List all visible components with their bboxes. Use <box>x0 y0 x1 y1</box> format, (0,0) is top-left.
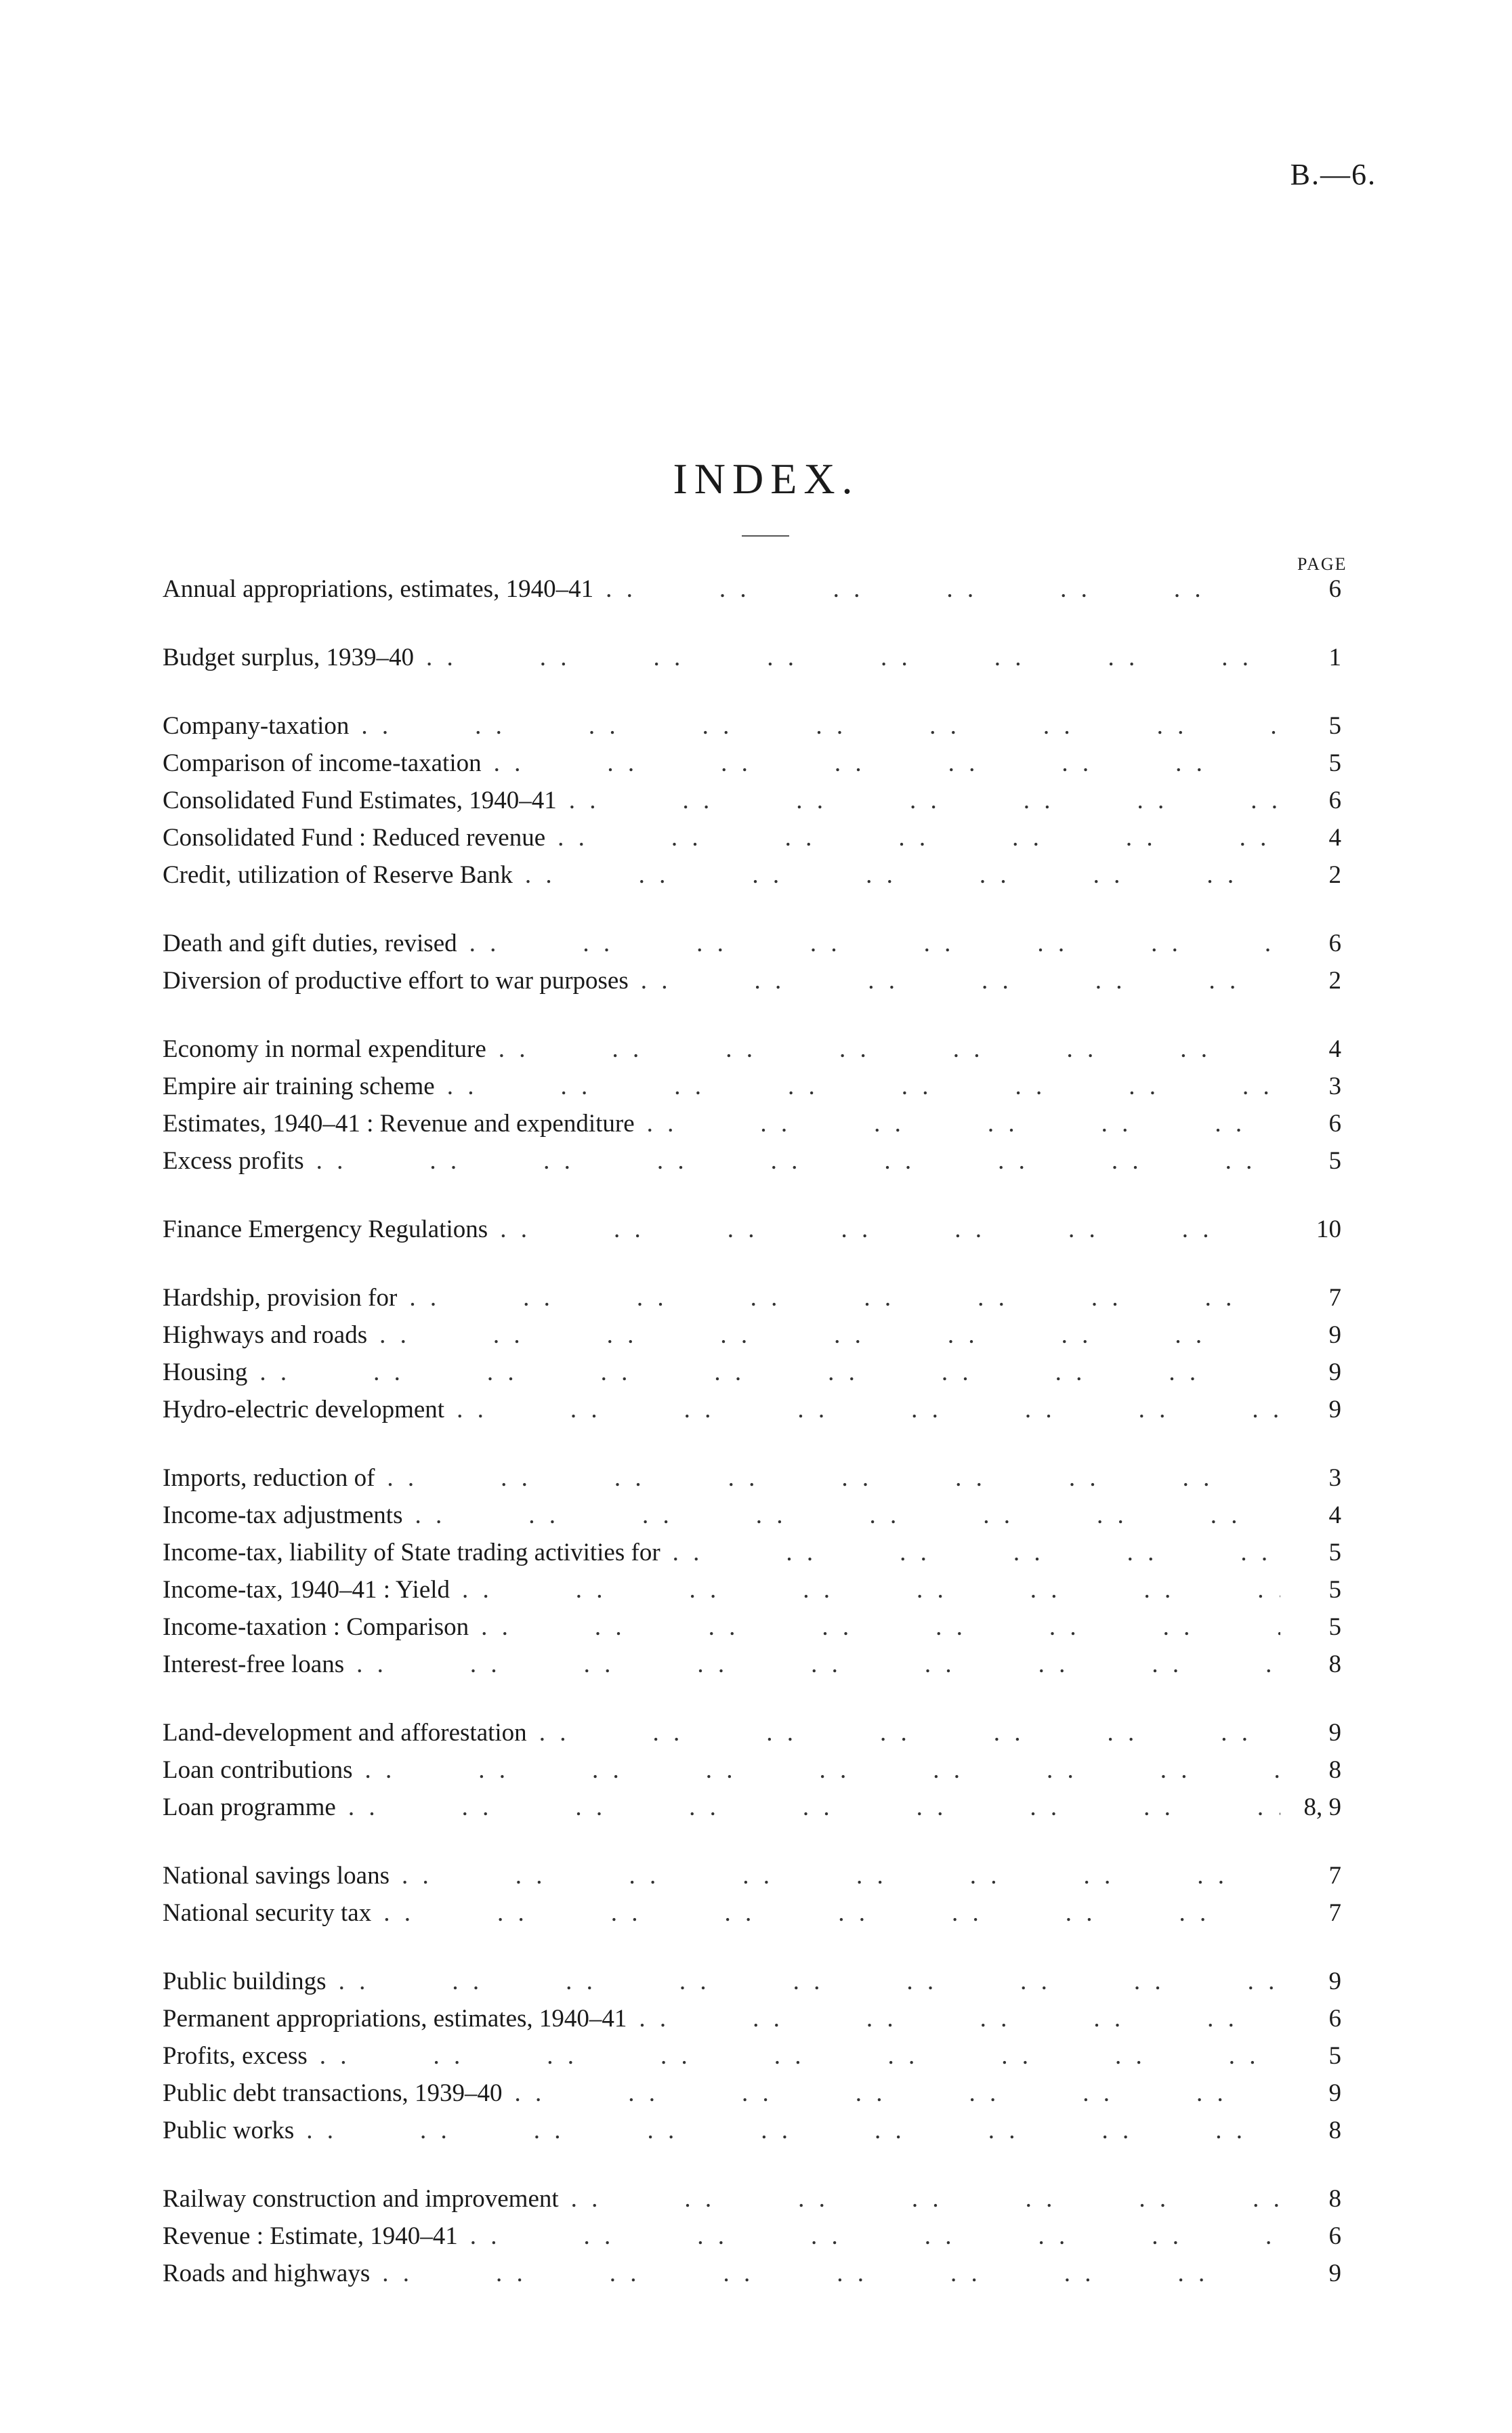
index-group <box>163 2184 1341 2296</box>
index-group <box>163 1035 1341 1184</box>
dot-leader <box>462 1575 1280 1604</box>
entry-page-number: 4 <box>1328 1035 1341 1063</box>
dot-leader <box>348 1793 1280 1822</box>
entry-label: Credit, utilization of Reserve Bank <box>163 861 513 889</box>
entry-page-number: 5 <box>1328 712 1341 740</box>
entry-page-number: 5 <box>1328 1147 1341 1175</box>
dot-leader <box>365 1755 1280 1785</box>
entry-page-number: 8 <box>1328 2185 1341 2213</box>
dot-leader <box>339 1967 1280 1996</box>
entry-label: Interest-free loans <box>163 1650 345 1678</box>
index-group <box>163 1283 1341 1432</box>
index-group <box>163 1215 1341 1252</box>
dot-leader <box>494 749 1280 778</box>
entry-page-number: 4 <box>1328 824 1341 852</box>
index-entry <box>163 786 1341 823</box>
dot-leader <box>500 1215 1280 1244</box>
entry-label: Loan contributions <box>163 1756 353 1784</box>
dot-leader <box>571 2184 1280 2213</box>
entry-label: Public debt transactions, 1939–40 <box>163 2079 503 2107</box>
dot-leader <box>356 1650 1280 1679</box>
entry-page-number: 8 <box>1328 1650 1341 1678</box>
document-reference: B.—6. <box>1290 158 1377 191</box>
index-group <box>163 1463 1341 1687</box>
entry-label: Income-tax, liability of State trading activities for <box>163 1539 660 1566</box>
dot-leader <box>469 929 1280 958</box>
entry-page-number: 8 <box>1328 1756 1341 1784</box>
page-column-label: PAGE <box>1297 554 1347 574</box>
entry-label: Estimates, 1940–41 : Revenue and expenditure <box>163 1110 635 1138</box>
entry-label: Consolidated Fund Estimates, 1940–41 <box>163 787 557 814</box>
index-entry <box>163 1215 1341 1252</box>
entry-page-number: 6 <box>1328 2005 1341 2033</box>
entry-label: Permanent appropriations, estimates, 1940–41 <box>163 2005 627 2033</box>
entry-label: Death and gift duties, revised <box>163 930 457 957</box>
dot-leader <box>415 1501 1280 1530</box>
dot-leader <box>402 1861 1280 1890</box>
entry-page-number: 9 <box>1328 1321 1341 1349</box>
index-entry <box>163 2116 1341 2153</box>
index-entry <box>163 749 1341 786</box>
entry-label: Hydro-electric development <box>163 1396 445 1423</box>
entry-page-number: 7 <box>1328 1862 1341 1890</box>
index-group <box>163 575 1341 612</box>
index-entry <box>163 1793 1341 1830</box>
entry-label: Diversion of productive effort to war purposes <box>163 967 629 995</box>
entry-page-number: 9 <box>1328 1358 1341 1386</box>
entry-page-number: 7 <box>1328 1284 1341 1312</box>
index-entry <box>163 1283 1341 1321</box>
dot-leader <box>383 1898 1280 1928</box>
index-entry <box>163 2079 1341 2116</box>
index-list <box>163 575 1341 2327</box>
dot-leader <box>470 2222 1280 2251</box>
dot-leader <box>387 1463 1280 1493</box>
index-entry <box>163 929 1341 966</box>
entry-label: Revenue : Estimate, 1940–41 <box>163 2222 458 2250</box>
index-entry <box>163 643 1341 680</box>
dot-leader <box>379 1321 1280 1350</box>
index-entry <box>163 966 1341 1003</box>
entry-page-number: 5 <box>1328 1539 1341 1566</box>
index-entry <box>163 1650 1341 1687</box>
entry-label: Housing <box>163 1358 248 1386</box>
dot-leader <box>316 1146 1280 1176</box>
dot-leader <box>426 643 1280 672</box>
index-entry <box>163 1718 1341 1755</box>
dot-leader <box>641 966 1280 995</box>
entry-label: Land-development and afforestation <box>163 1719 527 1747</box>
entry-page-number: 6 <box>1328 787 1341 814</box>
entry-label: Income-taxation : Comparison <box>163 1613 469 1641</box>
dot-leader <box>457 1395 1280 1424</box>
entry-label: Company-taxation <box>163 712 350 740</box>
dot-leader <box>673 1538 1280 1567</box>
entry-page-number: 7 <box>1328 1899 1341 1927</box>
entry-page-number: 9 <box>1328 2079 1341 2107</box>
entry-label: Loan programme <box>163 1793 336 1821</box>
index-entry <box>163 1575 1341 1613</box>
title-rule <box>742 535 789 537</box>
entry-page-number: 6 <box>1328 1110 1341 1138</box>
entry-label: National security tax <box>163 1899 372 1927</box>
index-entry <box>163 1146 1341 1184</box>
entry-label: Public works <box>163 2117 295 2144</box>
index-entry <box>163 1967 1341 2004</box>
index-entry <box>163 2004 1341 2041</box>
index-entry <box>163 2041 1341 2079</box>
index-entry <box>163 1538 1341 1575</box>
entry-label: Budget surplus, 1939–40 <box>163 644 415 671</box>
entry-page-number: 6 <box>1328 2222 1341 2250</box>
index-group <box>163 711 1341 898</box>
entry-page-number: 5 <box>1328 1576 1341 1604</box>
dot-leader <box>525 860 1280 890</box>
entry-page-number: 1 <box>1328 644 1341 671</box>
entry-label: Economy in normal expenditure <box>163 1035 486 1063</box>
page-title: INDEX. <box>673 455 860 503</box>
entry-label: National savings loans <box>163 1862 390 1890</box>
index-entry <box>163 1035 1341 1072</box>
index-entry <box>163 823 1341 860</box>
index-entry <box>163 2259 1341 2296</box>
entry-page-number: 8, 9 <box>1303 1793 1341 1821</box>
dot-leader <box>361 711 1280 741</box>
dot-leader <box>647 1109 1280 1138</box>
entry-label: Comparison of income-taxation <box>163 749 482 777</box>
index-entry <box>163 1613 1341 1650</box>
entry-page-number: 5 <box>1328 1613 1341 1641</box>
dot-leader <box>515 2079 1281 2108</box>
index-entry <box>163 1861 1341 1898</box>
entry-label: Empire air training scheme <box>163 1073 435 1100</box>
index-entry <box>163 1898 1341 1936</box>
index-entry <box>163 711 1341 749</box>
index-group <box>163 1861 1341 1936</box>
dot-leader <box>259 1358 1280 1387</box>
entry-label: Income-tax adjustments <box>163 1501 403 1529</box>
dot-leader <box>569 786 1280 815</box>
entry-page-number: 2 <box>1328 967 1341 995</box>
dot-leader <box>606 575 1280 604</box>
index-group <box>163 1718 1341 1830</box>
dot-leader <box>539 1718 1280 1747</box>
entry-page-number: 9 <box>1328 1719 1341 1747</box>
dot-leader <box>447 1072 1280 1101</box>
dot-leader <box>409 1283 1280 1312</box>
index-group <box>163 929 1341 1003</box>
entry-page-number: 9 <box>1328 1968 1341 1995</box>
index-entry <box>163 1501 1341 1538</box>
dot-leader <box>306 2116 1280 2145</box>
index-entry <box>163 860 1341 898</box>
index-entry <box>163 1395 1341 1432</box>
index-entry <box>163 2184 1341 2222</box>
entry-label: Roads and highways <box>163 2260 371 2287</box>
entry-page-number: 3 <box>1328 1464 1341 1492</box>
index-entry <box>163 1755 1341 1793</box>
index-group <box>163 1967 1341 2153</box>
entry-label: Profits, excess <box>163 2042 308 2070</box>
entry-label: Imports, reduction of <box>163 1464 375 1492</box>
entry-label: Income-tax, 1940–41 : Yield <box>163 1576 450 1604</box>
index-entry <box>163 1072 1341 1109</box>
entry-page-number: 5 <box>1328 749 1341 777</box>
entry-label: Public buildings <box>163 1968 327 1995</box>
entry-label: Hardship, provision for <box>163 1284 398 1312</box>
entry-page-number: 2 <box>1328 861 1341 889</box>
entry-page-number: 4 <box>1328 1501 1341 1529</box>
entry-page-number: 9 <box>1328 2260 1341 2287</box>
dot-leader <box>481 1613 1280 1642</box>
entry-label: Highways and roads <box>163 1321 368 1349</box>
index-group <box>163 643 1341 680</box>
dot-leader <box>558 823 1280 852</box>
entry-label: Consolidated Fund : Reduced revenue <box>163 824 546 852</box>
index-entry <box>163 1358 1341 1395</box>
entry-page-number: 10 <box>1316 1215 1341 1243</box>
entry-page-number: 9 <box>1328 1396 1341 1423</box>
entry-label: Excess profits <box>163 1147 304 1175</box>
entry-label: Annual appropriations, estimates, 1940–41 <box>163 575 594 603</box>
index-entry <box>163 1463 1341 1501</box>
dot-leader <box>382 2259 1280 2288</box>
dot-leader <box>499 1035 1280 1064</box>
entry-page-number: 5 <box>1328 2042 1341 2070</box>
index-entry <box>163 1321 1341 1358</box>
index-entry <box>163 575 1341 612</box>
index-entry <box>163 2222 1341 2259</box>
entry-label: Finance Emergency Regulations <box>163 1215 488 1243</box>
entry-page-number: 8 <box>1328 2117 1341 2144</box>
entry-page-number: 6 <box>1328 575 1341 603</box>
entry-label: Railway construction and improvement <box>163 2185 559 2213</box>
dot-leader <box>639 2004 1280 2033</box>
entry-page-number: 3 <box>1328 1073 1341 1100</box>
entry-page-number: 6 <box>1328 930 1341 957</box>
dot-leader <box>320 2041 1280 2071</box>
index-entry <box>163 1109 1341 1146</box>
